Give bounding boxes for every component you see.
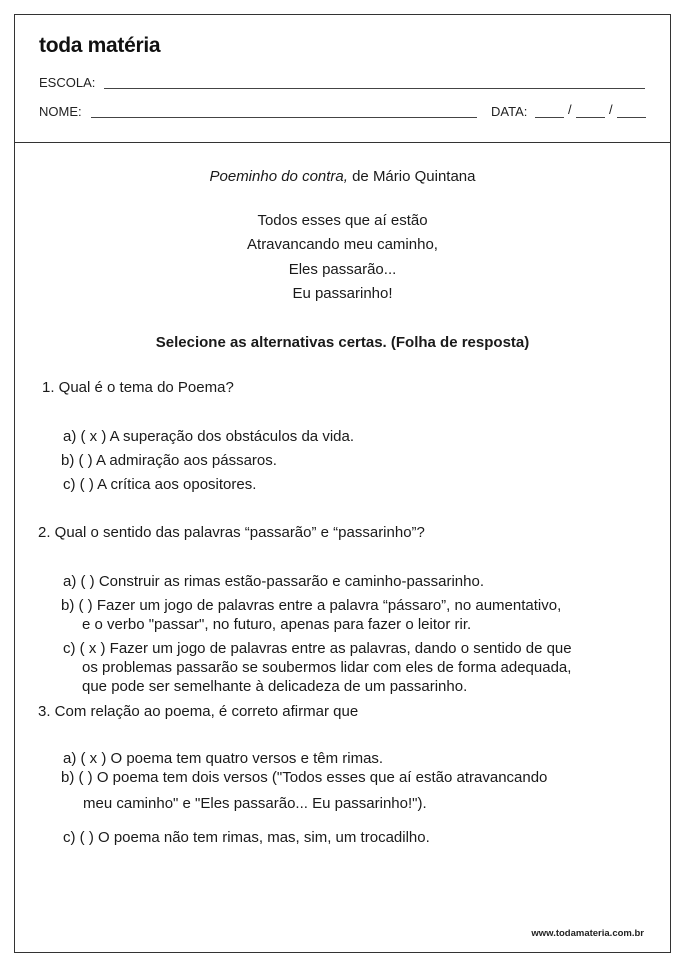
question-3: 3. Com relação ao poema, é correto afirmar que bbox=[38, 703, 359, 720]
date-label: DATA: bbox=[491, 104, 528, 119]
option-3a: a) ( x ) O poema tem quatro versos e têm rimas. bbox=[63, 750, 384, 767]
poem-author: de Mário Quintana bbox=[347, 168, 476, 185]
option-2b: b) ( ) Fazer um jogo de palavras entre a palavra “pássaro”, no aumentativo, bbox=[61, 597, 562, 614]
worksheet bbox=[14, 14, 671, 953]
date-month-line bbox=[576, 117, 605, 118]
option-2c-cont: os problemas passarão se soubermos lidar com eles de forma adequada, bbox=[82, 659, 572, 676]
poem-line: Atravancando meu caminho, bbox=[247, 236, 438, 253]
option-1c: c) ( ) A crítica aos opositores. bbox=[63, 476, 257, 493]
poem-title bbox=[15, 168, 670, 185]
option-2c-cont: que pode ser semelhante à delicadeza de um passarinho. bbox=[82, 678, 468, 695]
footer-url: www.todamateria.com.br bbox=[531, 928, 644, 939]
school-line bbox=[104, 88, 645, 89]
poem-line: Todos esses que aí estão bbox=[257, 212, 428, 229]
option-1b: b) ( ) A admiração aos pássaros. bbox=[61, 452, 277, 469]
school-label: ESCOLA: bbox=[39, 75, 96, 90]
date-day-line bbox=[535, 117, 564, 118]
date-separator: / bbox=[568, 102, 572, 117]
question-1: 1. Qual é o tema do Poema? bbox=[42, 379, 234, 396]
name-label: NOME: bbox=[39, 104, 82, 119]
logo: toda matéria bbox=[39, 34, 161, 57]
option-2c: c) ( x ) Fazer um jogo de palavras entre as palavras, dando o sentido de que bbox=[63, 640, 572, 657]
poem-title-italic: Poeminho do contra, bbox=[209, 168, 348, 185]
poem-line: Eu passarinho! bbox=[292, 285, 393, 302]
date-separator: / bbox=[609, 102, 613, 117]
date-year-line bbox=[617, 117, 646, 118]
option-1a: a) ( x ) A superação dos obstáculos da vida. bbox=[63, 428, 354, 445]
question-2: 2. Qual o sentido das palavras “passarão” e “passarinho”? bbox=[38, 524, 425, 541]
name-line bbox=[91, 117, 477, 118]
option-2b-cont: e o verbo "passar", no futuro, apenas para fazer o leitor rir. bbox=[82, 616, 472, 633]
poem-line: Eles passarão... bbox=[288, 261, 397, 278]
option-3b-cont: meu caminho" e "Eles passarão... Eu passarinho!"). bbox=[83, 795, 427, 812]
option-2a: a) ( ) Construir as rimas estão-passarão e caminho-passarinho. bbox=[63, 573, 485, 590]
instruction: Selecione as alternativas certas. (Folha de resposta) bbox=[155, 334, 530, 351]
option-3b: b) ( ) O poema tem dois versos ("Todos esses que aí estão atravancando bbox=[61, 769, 548, 786]
option-3c: c) ( ) O poema não tem rimas, mas, sim, um trocadilho. bbox=[63, 829, 430, 846]
header bbox=[15, 15, 670, 143]
